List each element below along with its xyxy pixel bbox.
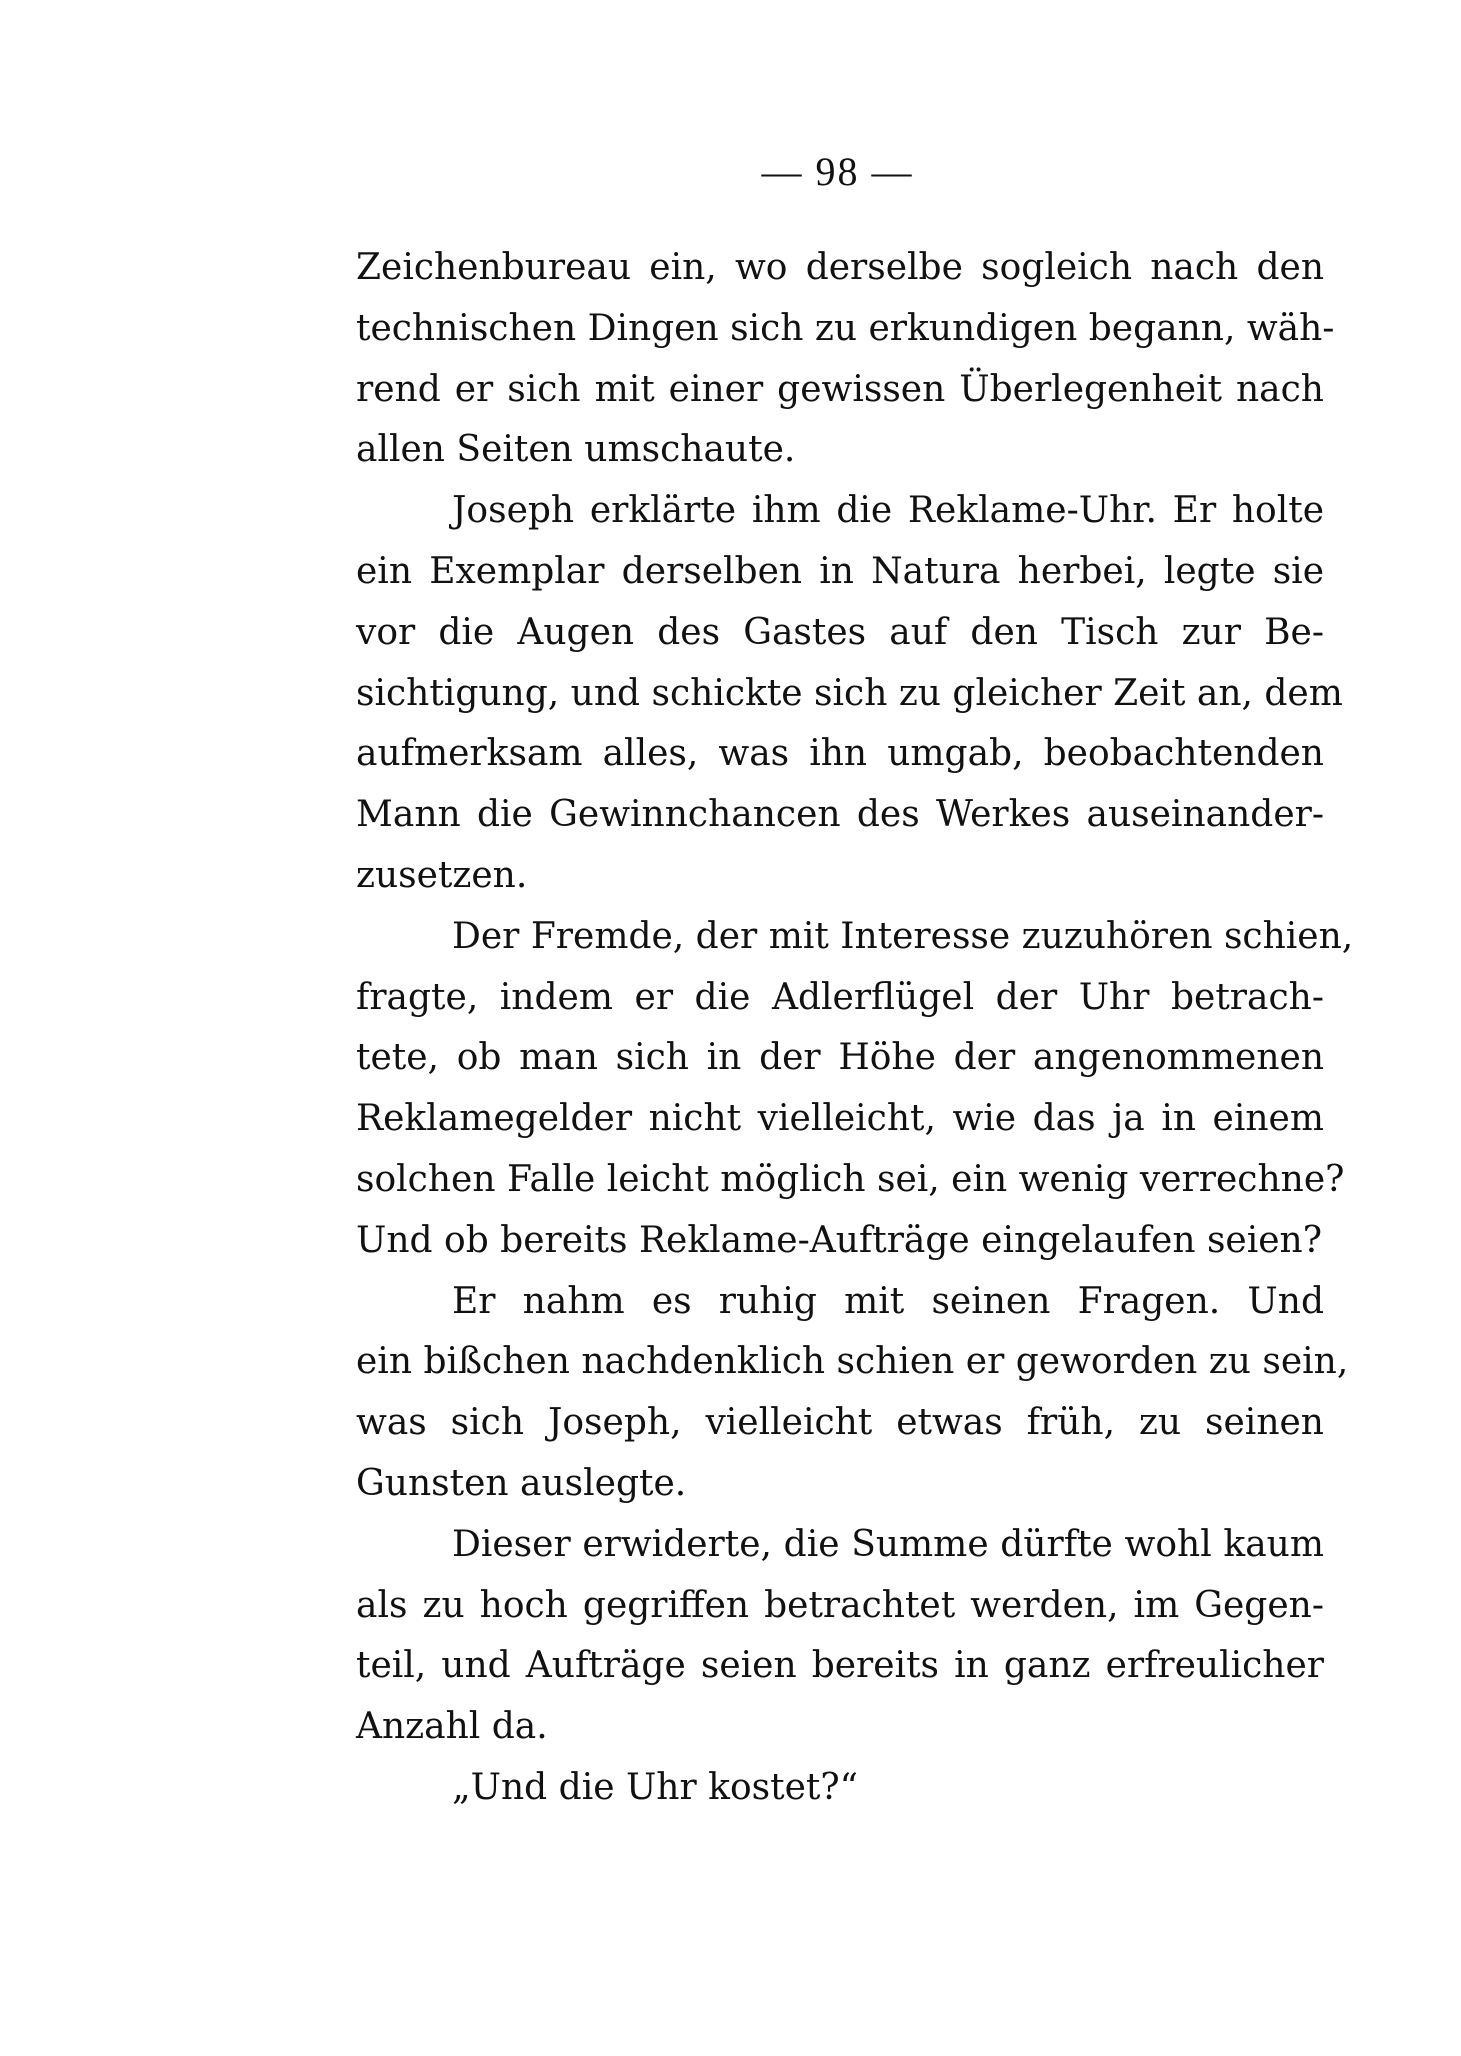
- text-line: Und ob bereits Reklame-Aufträge eingelaufen seien?: [356, 1219, 1323, 1261]
- text-line: als zu hoch gegriffen betrachtet werden, im Gegen-: [356, 1584, 1324, 1626]
- text-line: vor die Augen des Gastes auf den Tisch zur Be-: [356, 611, 1324, 653]
- text-line: ein bißchen nachdenklich schien er geworden zu sein,: [356, 1341, 1349, 1383]
- text-line: Gunsten auslegte.: [356, 1462, 687, 1504]
- text-line: Anzahl da.: [356, 1706, 548, 1748]
- body-text: [356, 238, 1354, 1819]
- text-line: „Und die Uhr kostet?“: [452, 1766, 859, 1808]
- page-number: — 98 —: [761, 149, 914, 194]
- text-line: teil, und Aufträge seien bereits in ganz erfreulicher: [356, 1645, 1324, 1687]
- text-line: rend er sich mit einer gewissen Überlegenheit nach: [356, 368, 1324, 410]
- text-line: sichtigung, und schickte sich zu gleicher Zeit an, dem: [356, 672, 1343, 714]
- text-line: Joseph erklärte ihm die Reklame-Uhr. Er holte: [452, 490, 1324, 532]
- text-line: ein Exemplar derselben in Natura herbei, legte sie: [356, 550, 1324, 592]
- text-line: aufmerksam alles, was ihn umgab, beobachtenden: [356, 733, 1324, 775]
- text-line: solchen Falle leicht möglich sei, ein wenig verrechne?: [356, 1158, 1345, 1200]
- text-line: Der Fremde, der mit Interesse zuzuhören schien,: [452, 915, 1354, 957]
- text-line: Zeichenbureau ein, wo derselbe sogleich nach den: [356, 247, 1324, 288]
- text-line: fragte, indem er die Adlerflügel der Uhr betrach-: [356, 976, 1324, 1018]
- text-line: Er nahm es ruhig mit seinen Fragen. Und: [452, 1280, 1324, 1322]
- text-line: was sich Joseph, vielleicht etwas früh, zu seinen: [356, 1402, 1324, 1444]
- text-line: Mann die Gewinnchancen des Werkes auseinander-: [356, 794, 1324, 836]
- text-line: zusetzen.: [356, 854, 528, 896]
- text-line: Reklamegelder nicht vielleicht, wie das ja in einem: [356, 1098, 1324, 1140]
- text-line: allen Seiten umschaute.: [356, 429, 796, 471]
- text-line: Dieser erwiderte, die Summe dürfte wohl kaum: [452, 1523, 1324, 1565]
- text-line: tete, ob man sich in der Höhe der angenommenen: [356, 1037, 1324, 1079]
- text-line: technischen Dingen sich zu erkundigen begann, wäh-: [356, 307, 1335, 349]
